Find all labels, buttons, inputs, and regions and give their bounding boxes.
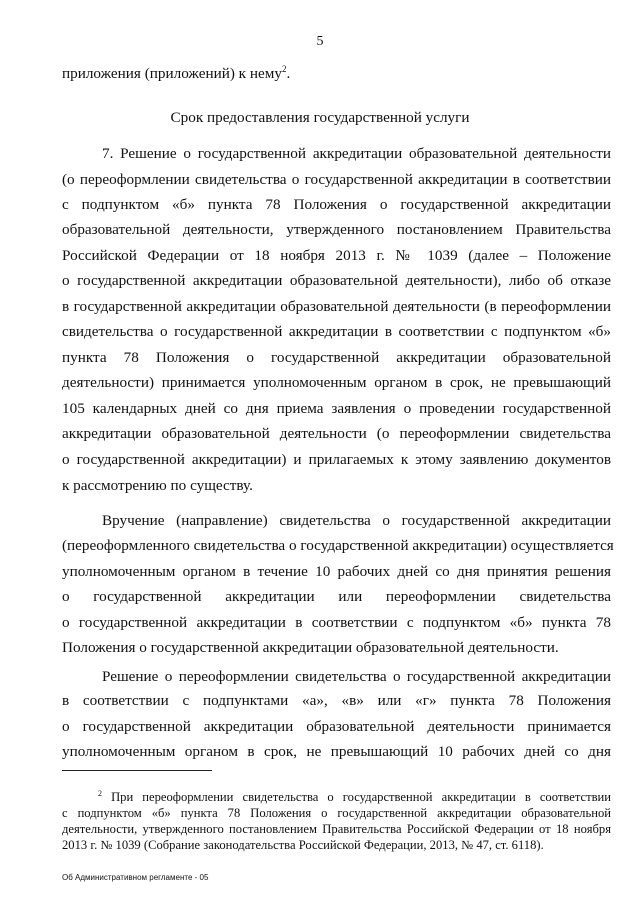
footnote-marker: 2 bbox=[98, 789, 102, 798]
footnote-line bbox=[98, 790, 611, 805]
section-heading: Срок предоставления государственной услуги bbox=[170, 109, 470, 126]
text-line: Российской Федерации от 18 ноября 2013 г. № 1039 (далее – Положение bbox=[62, 247, 611, 264]
page-number: 5 bbox=[316, 34, 324, 49]
footnote-line: 2013 г. № 1039 (Собрание законодательства Российской Федерации, 2013, № 47, ст. 6118). bbox=[62, 838, 544, 852]
footnote-ref: 2 bbox=[281, 64, 287, 74]
text-line: свидетельства о государственной аккредитации в соответствии с подпунктом «б» bbox=[62, 323, 611, 340]
text-line: о государственной аккредитации образовательной деятельности), либо об отказе bbox=[62, 272, 611, 289]
footnote-line: с подпунктом «б» пункта 78 Положения о государственной аккредитации образовательной bbox=[62, 806, 611, 820]
intro-line bbox=[62, 65, 611, 83]
text-line: в соответствии с подпунктами «а», «в» или «г» пункта 78 Положения bbox=[62, 692, 611, 709]
text-line: Положения о государственной аккредитации образовательной деятельности. bbox=[62, 639, 559, 656]
text-line: о государственной аккредитации образовательной деятельности принимается bbox=[62, 718, 611, 735]
footnote-separator bbox=[62, 770, 212, 771]
text-line: о государственной аккредитации или переоформлении свидетельства bbox=[62, 588, 611, 605]
text-line: пункта 78 Положения о государственной аккредитации образовательной bbox=[62, 349, 611, 366]
footnote-line: деятельности, утвержденного постановлением Правительства Российской Федерации от 18 ноября bbox=[62, 822, 611, 836]
text-line: в государственной аккредитации образовательной деятельности (в переоформлении bbox=[62, 298, 611, 315]
text-line: о государственной аккредитации) и прилагаемых к этому заявлению документов bbox=[62, 451, 611, 468]
footnote-line-text: При переоформлении свидетельства о государственной аккредитации в соответствии bbox=[111, 790, 612, 804]
intro-text: приложения (приложений) к нему bbox=[62, 65, 282, 82]
text-line: к рассмотрению по существу. bbox=[62, 477, 253, 494]
text-line: о государственной аккредитации в соответствии с подпунктом «б» пункта 78 bbox=[62, 614, 611, 631]
intro-tail: . bbox=[286, 65, 291, 82]
document-footer: Об Административном регламенте - 05 bbox=[62, 873, 209, 882]
text-line: аккредитации образовательной деятельности (о переоформлении свидетельства bbox=[62, 425, 611, 442]
text-line: уполномоченным органом в срок, не превышающий 10 рабочих дней со дня bbox=[62, 743, 611, 760]
text-line: 105 календарных дней со дня приема заявления о проведении государственной bbox=[62, 400, 611, 417]
text-line: 7. Решение о государственной аккредитации образовательной деятельности bbox=[102, 145, 611, 162]
text-line: Вручение (направление) свидетельства о государственной аккредитации bbox=[102, 512, 611, 529]
text-line: уполномоченным органом в течение 10 рабочих дней со дня принятия решения bbox=[62, 563, 611, 580]
text-line: деятельности) принимается уполномоченным органом в срок, не превышающий bbox=[62, 374, 611, 391]
text-line: Решение о переоформлении свидетельства о государственной аккредитации bbox=[102, 668, 611, 685]
text-line: (переоформленного свидетельства о государственной аккредитации) осуществляется bbox=[62, 537, 614, 554]
text-line: образовательной деятельности, утвержденного постановлением Правительства bbox=[62, 221, 611, 238]
text-line: (о переоформлении свидетельства о государственной аккредитации в соответствии bbox=[62, 171, 611, 188]
text-line: с подпунктом «б» пункта 78 Положения о государственной аккредитации bbox=[62, 196, 611, 213]
